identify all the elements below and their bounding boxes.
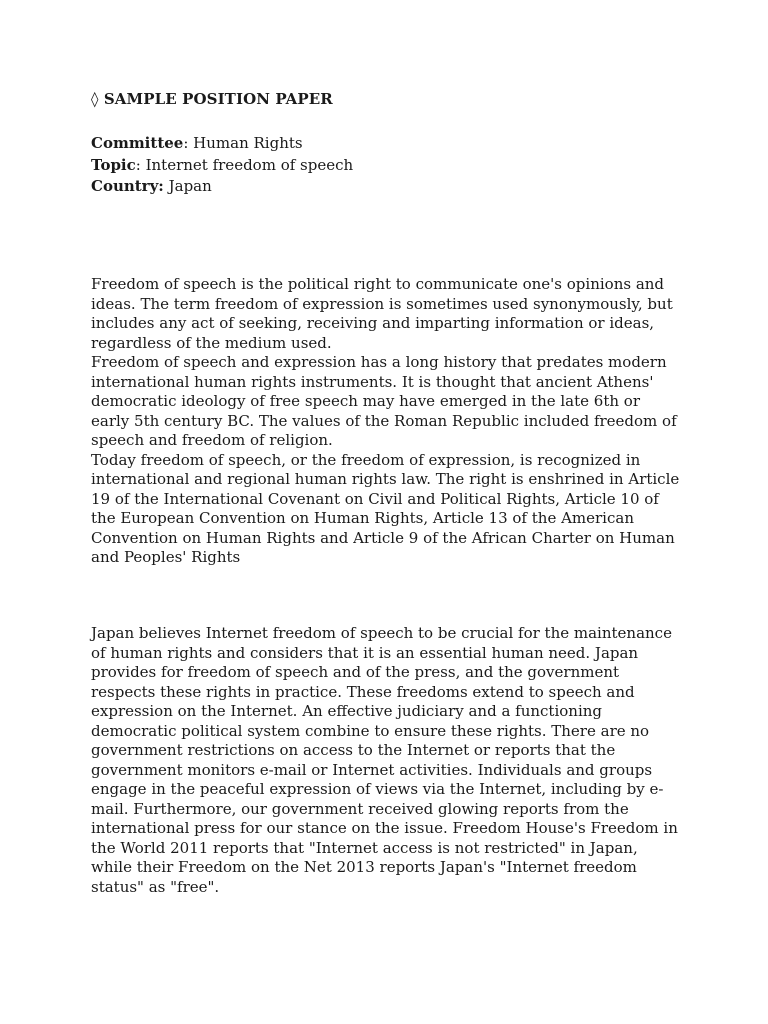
committee-separator: : [183,134,194,152]
document-meta [91,133,353,198]
committee-label: Committee [91,134,184,152]
committee-value: Human Rights [193,134,303,152]
topic-value: Internet freedom of speech [145,155,354,174]
country-value: Japan [168,177,212,195]
document-title: ◊ SAMPLE POSITION PAPER [91,90,333,108]
background-section [91,275,681,568]
background-paragraph-definition: Freedom of speech is the political right to communicate one's opinions and ideas. The term freedom of expression is sometimes used synonymously, but includes any act of seeking, receiving and imparting information or ideas, regardless of the medium used. [91,275,673,352]
country-position-paragraph: Japan believes Internet freedom of speech to be crucial for the maintenance of human rights and considers that it is an essential human need. Japan provides for freedom of speech and of the press, and the government respects these rights in practice. These freedoms extend to speech and expression on the Internet. An effective judiciary and a functioning democratic political system combine to ensure these rights. There are no government restrictions on access to the Internet or reports that the government monitors e-mail or Internet activities. Individuals and groups engage in the peaceful expression of views via the Internet, including by e-mail. Furthermore, our government received glowing reports from the international press for our stance on the issue. Freedom House's Freedom in the World 2011 reports that "Internet access is not restricted" in Japan, while their Freedom on the Net 2013 reports Japan's "Internet freedom status" as "free". [91,624,678,896]
country-row [91,176,353,198]
topic-separator: : [135,155,146,174]
country-position-section [91,624,681,897]
committee-row [91,133,353,155]
country-label: Country: [91,177,164,195]
background-paragraph-law: Today freedom of speech, or the freedom of expression, is recognized in international and regional human rights law. The right is enshrined in Article 19 of the International Covenant on Civil and Political Rights, Article 10 of the European Convention on Human Rights, Article 13 of the American Convention on Human Rights and Article 9 of the African Charter on Human and Peoples' Rights [91,450,680,566]
topic-row [91,155,353,177]
background-paragraph-history: Freedom of speech and expression has a long history that predates modern international human rights instruments. It is thought that ancient Athens' democratic ideology of free speech may have emerged in the late 6th or early 5th century BC. The values of the Roman Republic included freedom of speech and freedom of religion. [91,353,677,449]
topic-label: Topic [91,155,136,174]
